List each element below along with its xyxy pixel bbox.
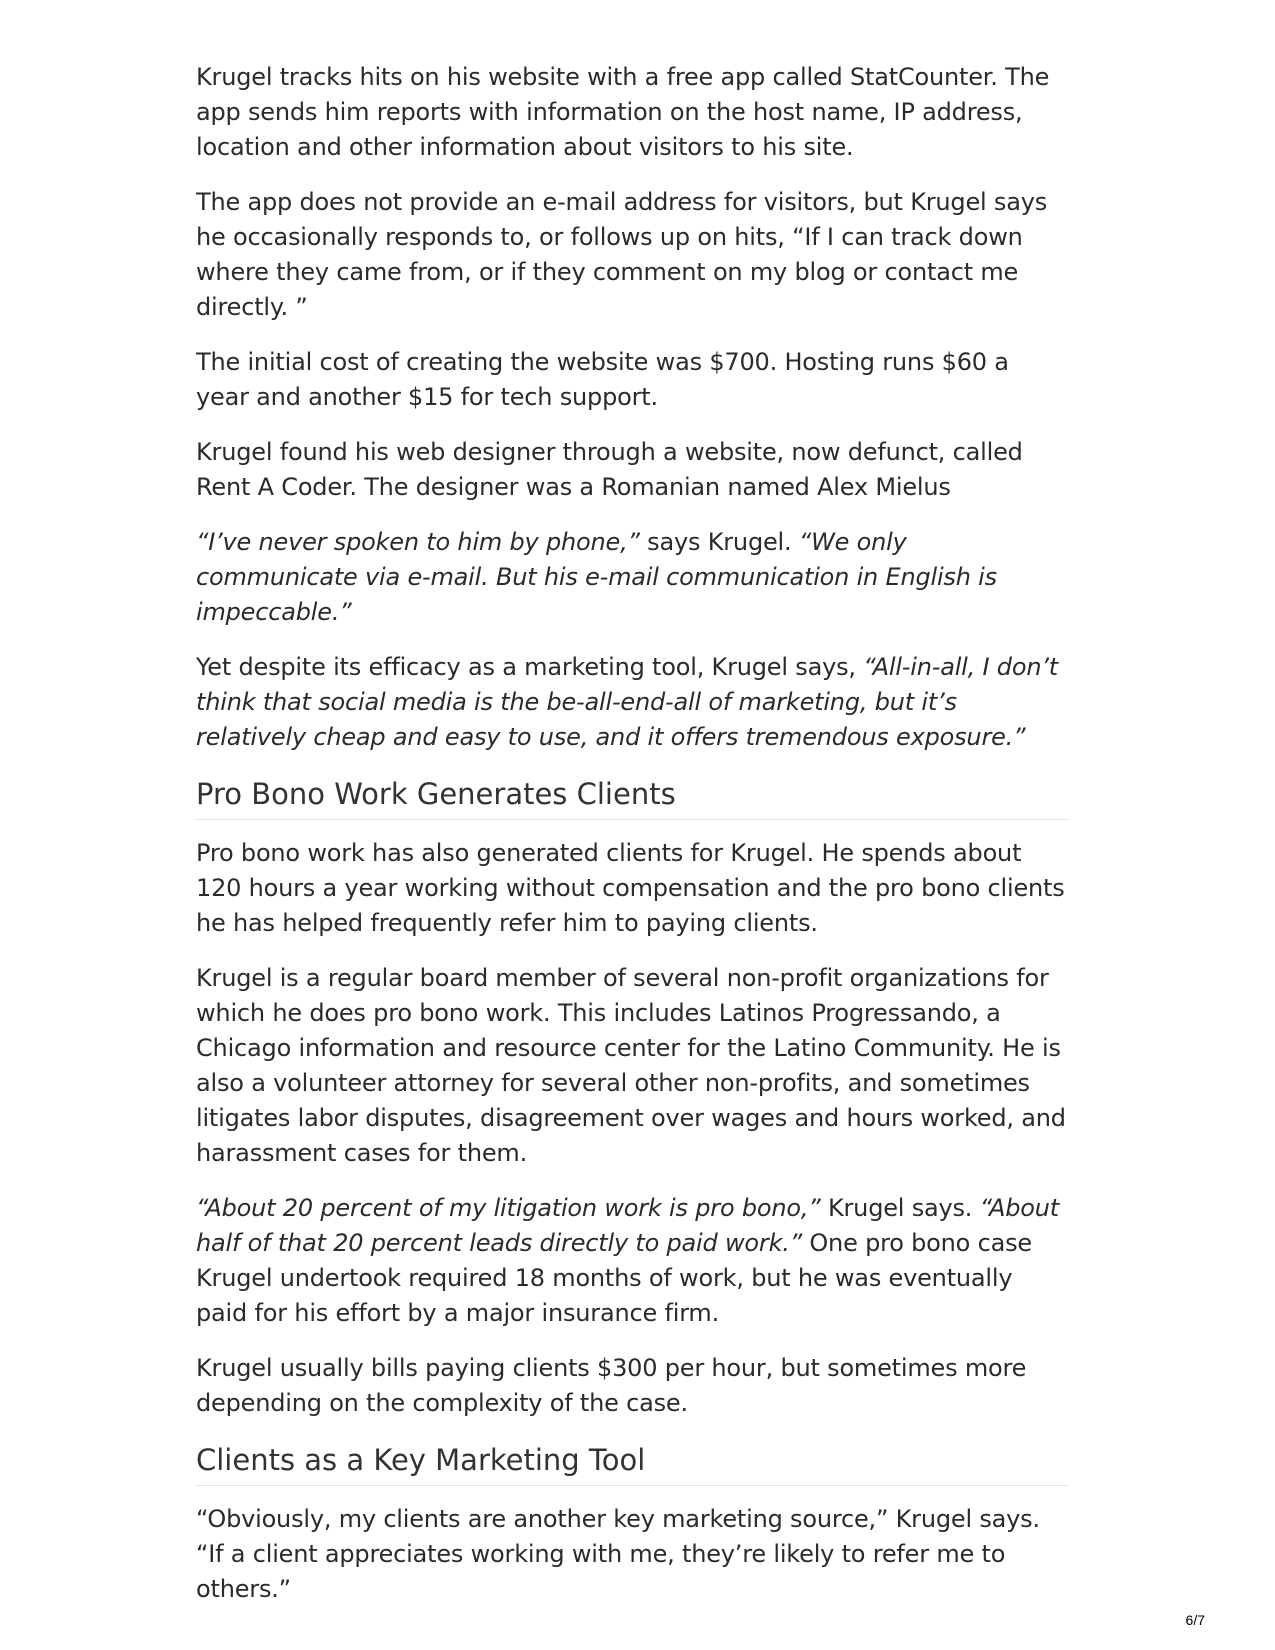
paragraph-pro-bono-percent bbox=[196, 1191, 1068, 1331]
paragraph-designer-quote bbox=[196, 525, 1068, 630]
quote-text: “About half of that 20 percent leads directly to paid work.” bbox=[196, 1194, 1060, 1257]
quote-text: “About 20 percent of my litigation work is pro bono,” bbox=[196, 1194, 821, 1222]
paragraph-board-member: Krugel is a regular board member of several non-profit organizations for which he does pro bono work. This includes Latinos Progressando, a Chicago information and resource center for the Latino Community. He is also a volunteer attorney for several other non-profits, and sometimes litigates labor disputes, disagreement over wages and hours worked, and harassment cases for them. bbox=[196, 964, 1066, 1167]
attribution-text: says Krugel. bbox=[639, 528, 799, 556]
quote-text: “I’ve never spoken to him by phone,” bbox=[196, 528, 640, 556]
section-heading-clients-marketing: Clients as a Key Marketing Tool bbox=[196, 1441, 1068, 1486]
paragraph-client-referrals: “Obviously, my clients are another key marketing source,” Krugel says. “If a client appreciates working with me, they’re likely to refer me to others.” bbox=[196, 1505, 1040, 1603]
paragraph-social-media-quote bbox=[196, 650, 1068, 755]
paragraph-website-cost: The initial cost of creating the website was $700. Hosting runs $60 a year and another $15 for tech support. bbox=[196, 348, 1009, 411]
section-heading-pro-bono: Pro Bono Work Generates Clients bbox=[196, 775, 1068, 820]
paragraph-statcounter: Krugel tracks hits on his website with a free app called StatCounter. The app sends him reports with information on the host name, IP address, location and other information about visitors to his site. bbox=[196, 63, 1050, 161]
quote-text: “All-in-all, I don’t think that social media is the be-all-end-all of marketing, but it’s relatively cheap and easy to use, and it offers tremendous exposure.” bbox=[196, 653, 1058, 751]
quote-text: “We only communicate via e-mail. But his e-mail communication in English is impeccable.” bbox=[196, 528, 997, 626]
paragraph-email-tracking: The app does not provide an e-mail address for visitors, but Krugel says he occasionally responds to, or follows up on hits, “If I can track down where they came from, or if they comment on my blog or contact me directly. ” bbox=[196, 188, 1048, 321]
paragraph-billing-rate: Krugel usually bills paying clients $300 per hour, but sometimes more depending on the complexity of the case. bbox=[196, 1354, 1027, 1417]
lead-text: Yet despite its efficacy as a marketing tool, Krugel says, bbox=[196, 653, 864, 681]
paragraph-pro-bono-clients: Pro bono work has also generated clients for Krugel. He spends about 120 hours a year working without compensation and the pro bono clients he has helped frequently refer him to paying clients. bbox=[196, 839, 1065, 937]
article-body bbox=[196, 60, 1068, 1627]
attribution-text: Krugel says. bbox=[820, 1194, 980, 1222]
paragraph-web-designer: Krugel found his web designer through a website, now defunct, called Rent A Coder. The designer was a Romanian named Alex Mielus bbox=[196, 438, 1023, 501]
page-number: 6/7 bbox=[1185, 1612, 1205, 1628]
body-text: One pro bono case Krugel undertook required 18 months of work, but he was eventually paid for his effort by a major insurance firm. bbox=[196, 1229, 1032, 1327]
